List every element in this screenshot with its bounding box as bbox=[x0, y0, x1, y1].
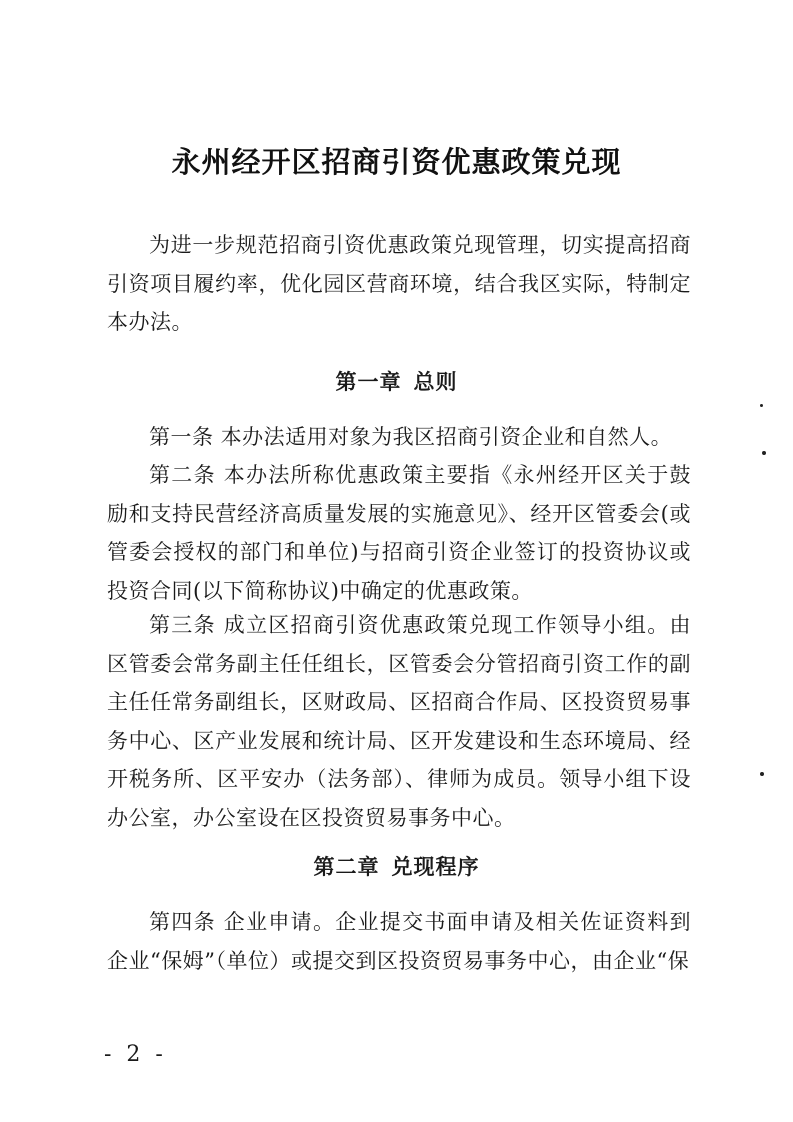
chapter-1-name: 总则 bbox=[413, 370, 458, 394]
article-3: 第三条 成立区招商引资优惠政策兑现工作领导小组。由区管委会常务副主任任组长，区管委会分管招商引资工作的副主任任常务副组长，区财政局、区招商合作局、区投资贸易事务中心、区产业发展和统计局、区开发建设和生态环境局、经开税务所、区平安办（法务部）、律师为成员。领导小组下设办公室，办公室设在区投资贸易事务中心。 bbox=[107, 613, 691, 830]
chapter-1-number: 第一章 bbox=[335, 370, 402, 394]
scan-speck bbox=[760, 404, 763, 407]
chapter-2-heading bbox=[0, 851, 793, 881]
scan-speck bbox=[762, 451, 766, 455]
article-2: 第二条 本办法所称优惠政策主要指《永州经开区关于鼓励和支持民营经济高质量发展的实施意见》、经开区管委会(或管委会授权的部门和单位)与招商引资企业签订的投资协议或投资合同(以下简称协议)中确定的优惠政策。 bbox=[107, 463, 691, 603]
chapter-1-heading bbox=[0, 366, 793, 396]
document-title: 永州经开区招商引资优惠政策兑现 bbox=[171, 145, 622, 179]
chapter-2-name: 兑现程序 bbox=[391, 855, 480, 879]
chapter-2-number: 第二章 bbox=[313, 855, 380, 879]
article-1: 第一条 本办法适用对象为我区招商引资企业和自然人。 bbox=[149, 425, 673, 449]
page-number: - 2 - bbox=[104, 1042, 167, 1067]
intro-paragraph: 为进一步规范招商引资优惠政策兑现管理，切实提高招商引资项目履约率，优化园区营商环境，结合我区实际，特制定本办法。 bbox=[107, 233, 691, 334]
scan-speck bbox=[760, 772, 764, 776]
article-4: 第四条 企业申请。企业提交书面申请及相关佐证资料到企业“保姆”（单位）或提交到区投资贸易事务中心，由企业“保 bbox=[107, 910, 691, 973]
